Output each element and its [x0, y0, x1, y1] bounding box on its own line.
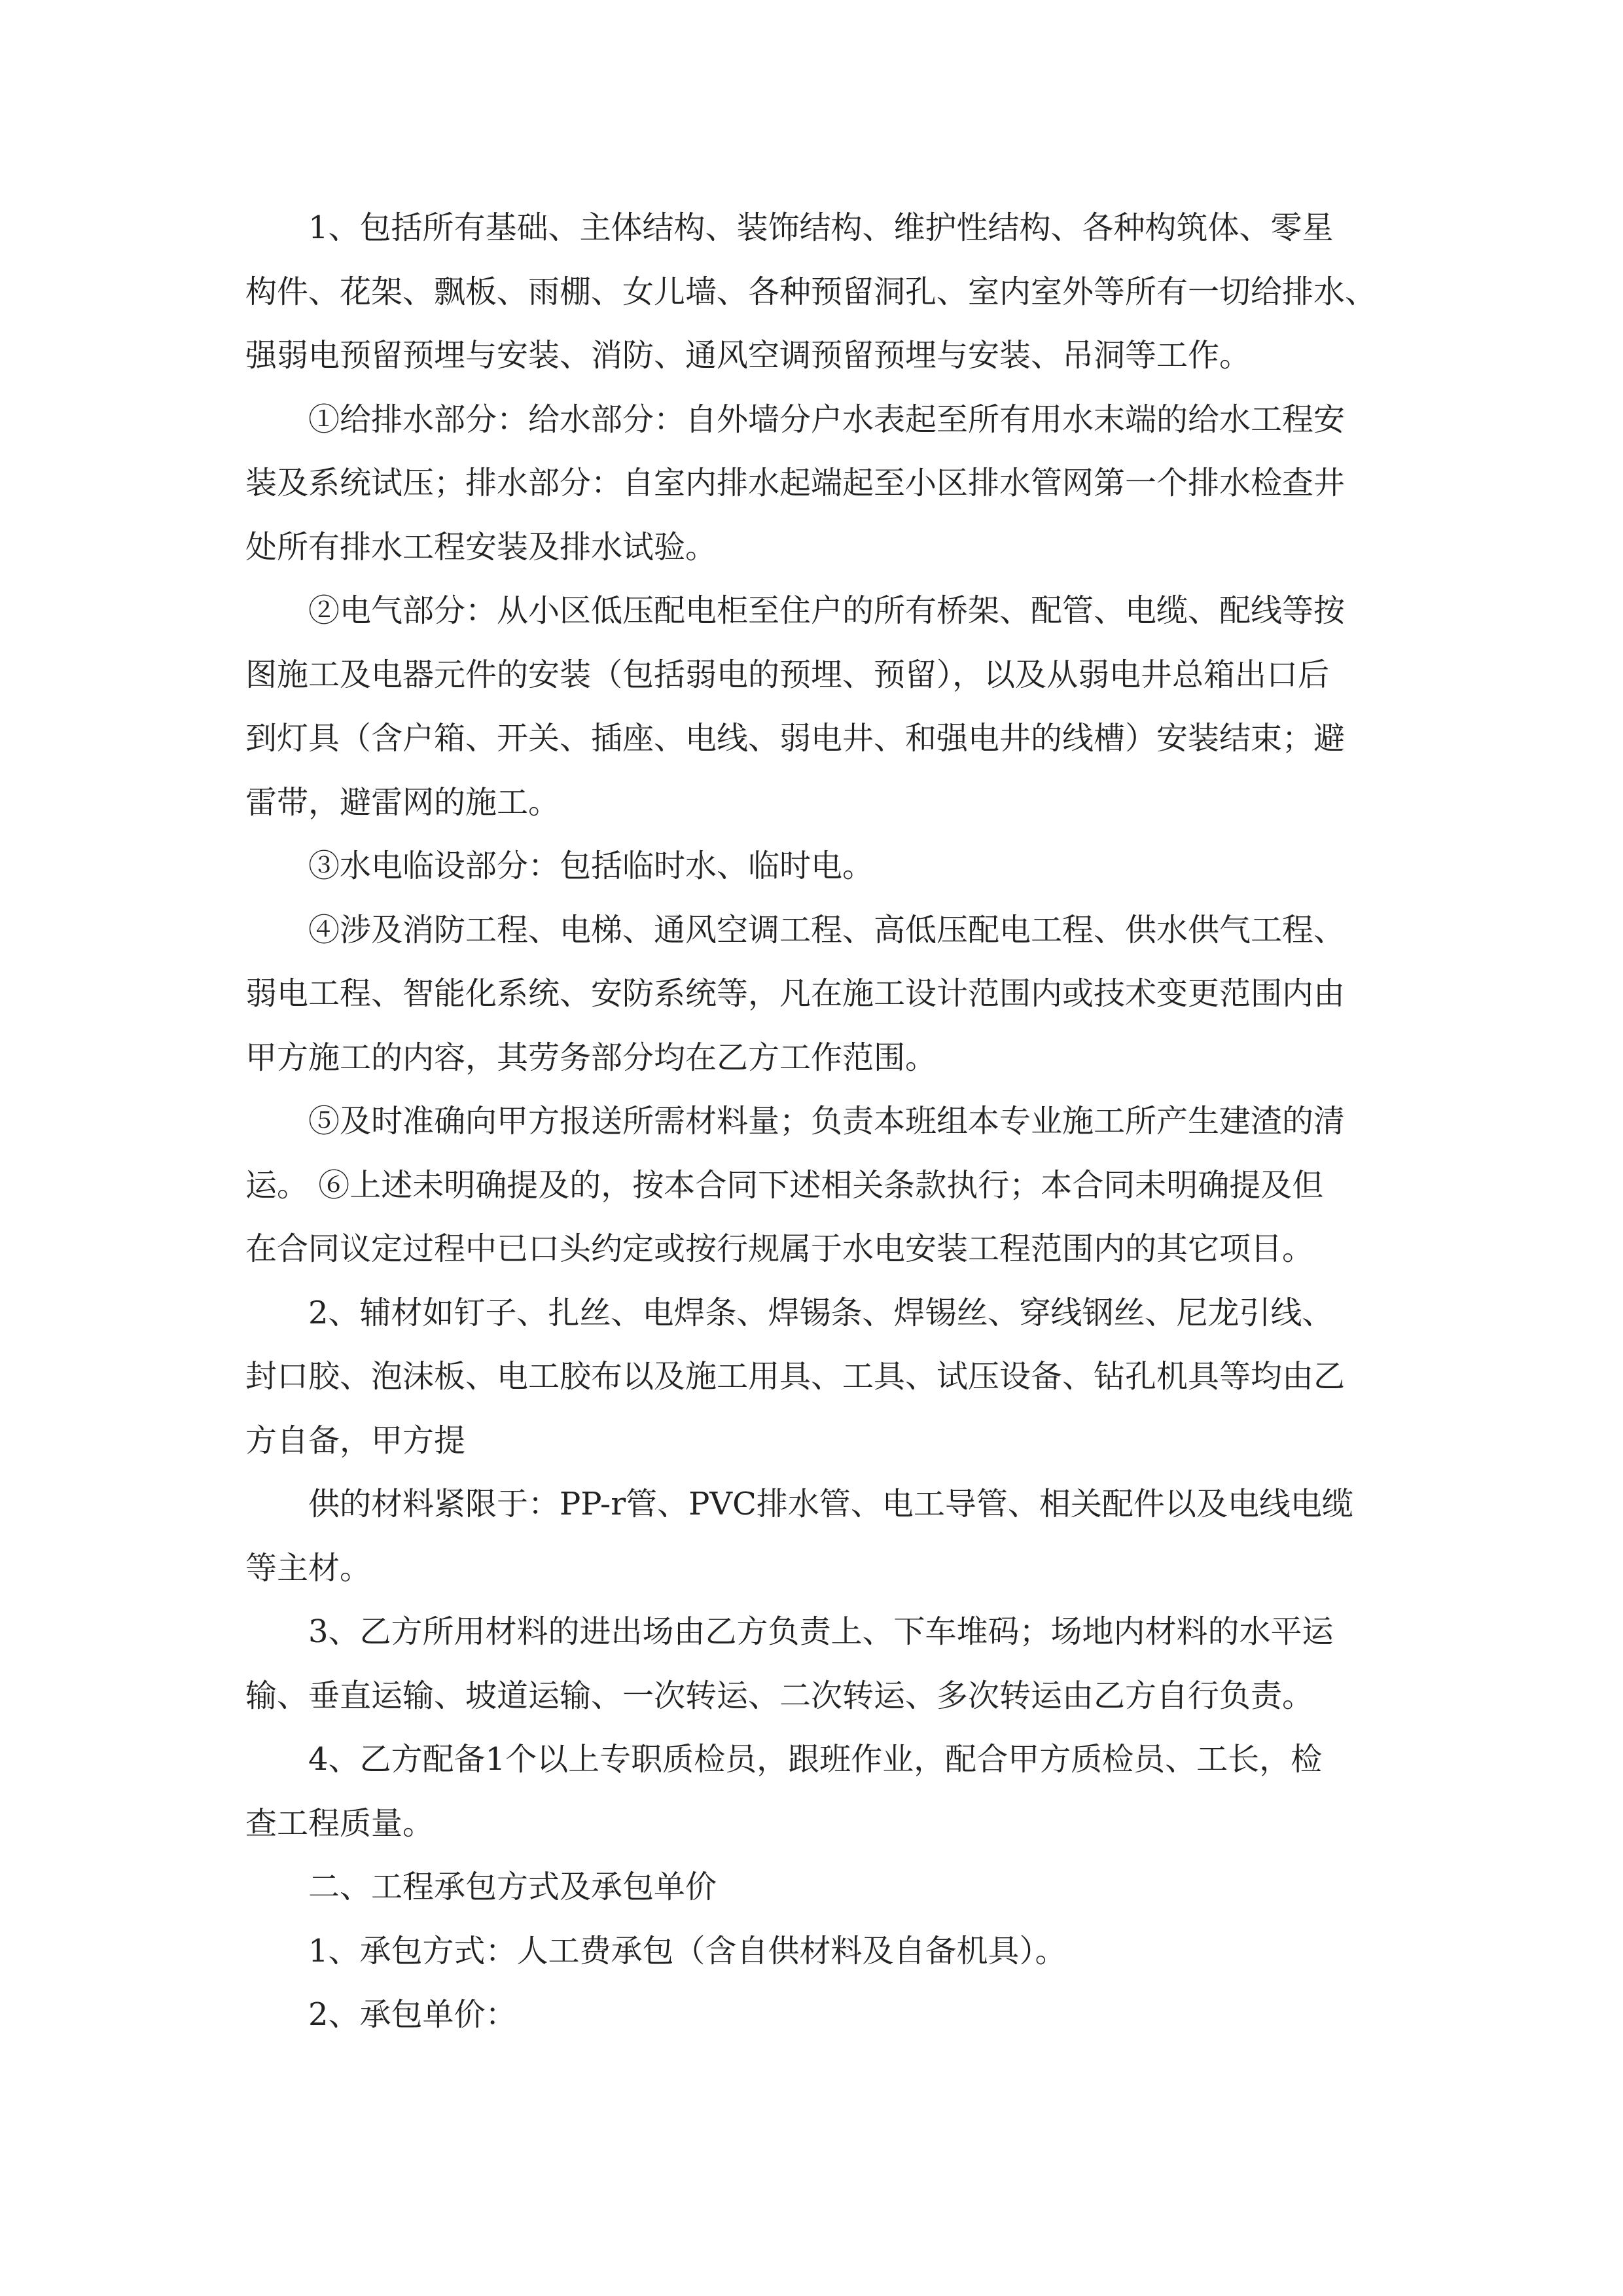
document-body [245, 196, 1381, 2047]
text-line: 方自备，甲方提 [245, 1422, 466, 1459]
text-line: 运。 ⑥上述未明确提及的，按本合同下述相关条款执行；本合同未明确提及但 [245, 1166, 1324, 1204]
text-line: 等主材。 [245, 1549, 372, 1587]
text-line: 处所有排水工程安装及排水试验。 [245, 528, 717, 565]
text-line: 在合同议定过程中已口头约定或按行规属于水电安装工程范围内的其它项目。 [245, 1230, 1314, 1267]
text-line: 查工程质量。 [245, 1804, 435, 1842]
text-line: 构件、花架、飘板、雨棚、女儿墙、各种预留洞孔、室内室外等所有一切给排水、 [245, 273, 1377, 310]
text-line: 供的材料紧限于：PP-r管、PVC排水管、电工导管、相关配件以及电线电缆 [308, 1486, 1353, 1522]
text-line: 1、包括所有基础、主体结构、装饰结构、维护性结构、各种构筑体、零星 [308, 209, 1334, 246]
text-line: 封口胶、泡沫板、电工胶布以及施工用具、工具、试压设备、钻孔机具等均由乙 [245, 1358, 1346, 1395]
text-line: 4、乙方配备1个以上专职质检员，跟班作业，配合甲方质检员、工长，检 [308, 1741, 1323, 1778]
text-line: 弱电工程、智能化系统、安防系统等，凡在施工设计范围内或技术变更范围内由 [245, 975, 1346, 1012]
text-line: 1、承包方式：人工费承包（含自供材料及自备机具）。 [308, 1932, 1067, 1969]
text-line: 甲方施工的内容，其劳务部分均在乙方工作范围。 [245, 1039, 937, 1076]
text-line: 雷带，避雷网的施工。 [245, 783, 560, 821]
text-line: ⑤及时准确向甲方报送所需材料量；负责本班组本专业施工所产生建渣的清 [308, 1103, 1346, 1139]
text-line: 强弱电预留预埋与安装、消防、通风空调预留预埋与安装、吊洞等工作。 [245, 337, 1251, 374]
text-line: 2、辅材如钉子、扎丝、电焊条、焊锡条、焊锡丝、穿线钢丝、尼龙引线、 [308, 1294, 1334, 1331]
text-line: 装及系统试压；排水部分：自室内排水起端起至小区排水管网第一个排水检查井 [245, 465, 1346, 501]
text-line: ②电气部分：从小区低压配电柜至住户的所有桥架、配管、电缆、配线等按 [308, 592, 1346, 629]
text-line: ④涉及消防工程、电梯、通风空调工程、高低压配电工程、供水供气工程、 [308, 911, 1346, 948]
text-line: ①给排水部分：给水部分：自外墙分户水表起至所有用水末端的给水工程安 [308, 401, 1346, 438]
text-line: 图施工及电器元件的安装（包括弱电的预埋、预留），以及从弱电井总箱出口后 [245, 656, 1330, 693]
section-heading: 二、工程承包方式及承包单价 [308, 1869, 717, 1905]
text-line: ③水电临设部分：包括临时水、临时电。 [308, 848, 874, 884]
text-line: 3、乙方所用材料的进出场由乙方负责上、下车堆码；场地内材料的水平运 [308, 1613, 1334, 1650]
text-line: 2、承包单价： [308, 1996, 517, 2033]
text-line: 到灯具（含户箱、开关、插座、电线、弱电井、和强电井的线槽）安装结束；避 [245, 720, 1346, 757]
text-line: 输、垂直运输、坡道运输、一次转运、二次转运、多次转运由乙方自行负责。 [245, 1677, 1314, 1714]
